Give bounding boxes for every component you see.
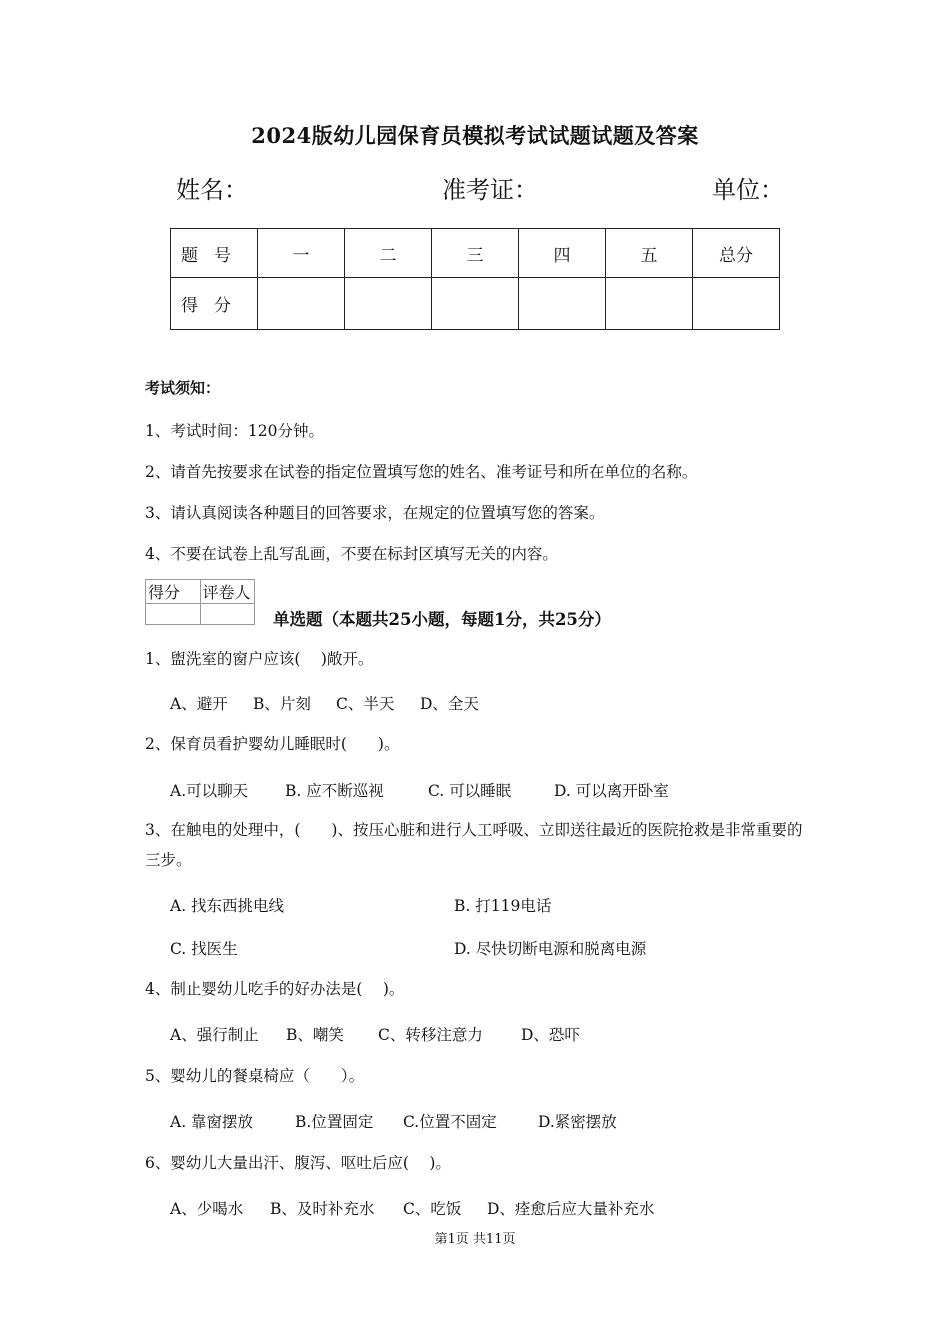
score-cell[interactable] [258,278,345,330]
score-col-4: 四 [519,229,606,278]
score-table [170,228,780,330]
question-option: B、片刻 [253,695,311,713]
notice-item: 1、考试时间：120分钟。 [145,422,324,440]
question-text: 3、在触电的处理中，( )、按压心脏和进行人工呼吸、立即送往最近的医院抢救是非常重要的三步。 [145,821,803,869]
notice-title: 考试须知： [145,379,221,397]
score-cell[interactable] [432,278,519,330]
score-cell[interactable] [345,278,432,330]
question-option: C、转移注意力 [378,1026,483,1044]
score-cell[interactable] [693,278,780,330]
grader-label: 评卷人 [200,580,255,604]
question-option: A. 找东西挑电线 [170,897,285,915]
question-option: B、嘲笑 [286,1026,344,1044]
name-label: 姓名： [176,176,248,204]
score-table-score-row [171,278,780,330]
page-footer: 第1页 共11页 [434,1232,516,1247]
grader-score-cell[interactable] [146,604,201,625]
score-cell[interactable] [606,278,693,330]
question-option: C.位置不固定 [403,1113,497,1131]
question-option: D、恐吓 [521,1026,580,1044]
question-text: 2、保育员看护婴幼儿睡眠时( )。 [145,735,400,753]
question-option: A.可以聊天 [170,782,249,800]
question-text: 4、制止婴幼儿吃手的好办法是( )。 [145,980,405,998]
score-col-1: 一 [258,229,345,278]
score-col-3: 三 [432,229,519,278]
question-text: 5、婴幼儿的餐桌椅应（ ）。 [145,1067,365,1085]
score-col-total: 总分 [693,229,780,278]
grader-name-cell[interactable] [200,604,255,625]
score-cell[interactable] [519,278,606,330]
question-option: A. 靠窗摆放 [170,1113,254,1131]
question-option: C、半天 [336,695,395,713]
question-text: 6、婴幼儿大量出汗、腹泻、呕吐后应( )。 [145,1154,451,1172]
question-number-header: 题号 [171,229,258,278]
question-option: D.紧密摆放 [538,1113,617,1131]
question-option: C. 找医生 [170,940,238,958]
score-table-header-row [171,229,780,278]
unit-label: 单位： [712,176,784,204]
score-col-5: 五 [606,229,693,278]
question-option: A、少喝水 [170,1200,244,1218]
question-option: B.位置固定 [295,1113,374,1131]
question-option: C、吃饭 [403,1200,462,1218]
section-heading: 单选题（本题共25小题，每题1分，共25分） [273,610,611,629]
notice-item: 4、不要在试卷上乱写乱画，不要在标封区填写无关的内容。 [145,545,558,563]
question-option: D、痊愈后应大量补充水 [487,1200,655,1218]
grader-score-label: 得分 [146,580,201,604]
document-title: 2024版幼儿园保育员模拟考试试题试题及答案 [251,123,699,148]
score-row-label: 得分 [171,278,258,330]
question-option: A、避开 [170,695,228,713]
question-option: B. 打119电话 [454,897,552,915]
notice-item: 3、请认真阅读各种题目的回答要求，在规定的位置填写您的答案。 [145,504,605,522]
grader-box [145,579,255,625]
question-option: B、及时补充水 [270,1200,375,1218]
question-option: A、强行制止 [170,1026,259,1044]
score-col-2: 二 [345,229,432,278]
question-option: B. 应不断巡视 [285,782,384,800]
question-text: 1、盥洗室的窗户应该( )敞开。 [145,650,374,668]
question-option: C. 可以睡眠 [428,782,512,800]
notice-item: 2、请首先按要求在试卷的指定位置填写您的姓名、准考证号和所在单位的名称。 [145,463,698,481]
question-option: D、全天 [420,695,479,713]
question-option: D. 可以离开卧室 [554,782,669,800]
exam-number-label: 准考证： [442,176,538,204]
question-option: D. 尽快切断电源和脱离电源 [454,940,647,958]
